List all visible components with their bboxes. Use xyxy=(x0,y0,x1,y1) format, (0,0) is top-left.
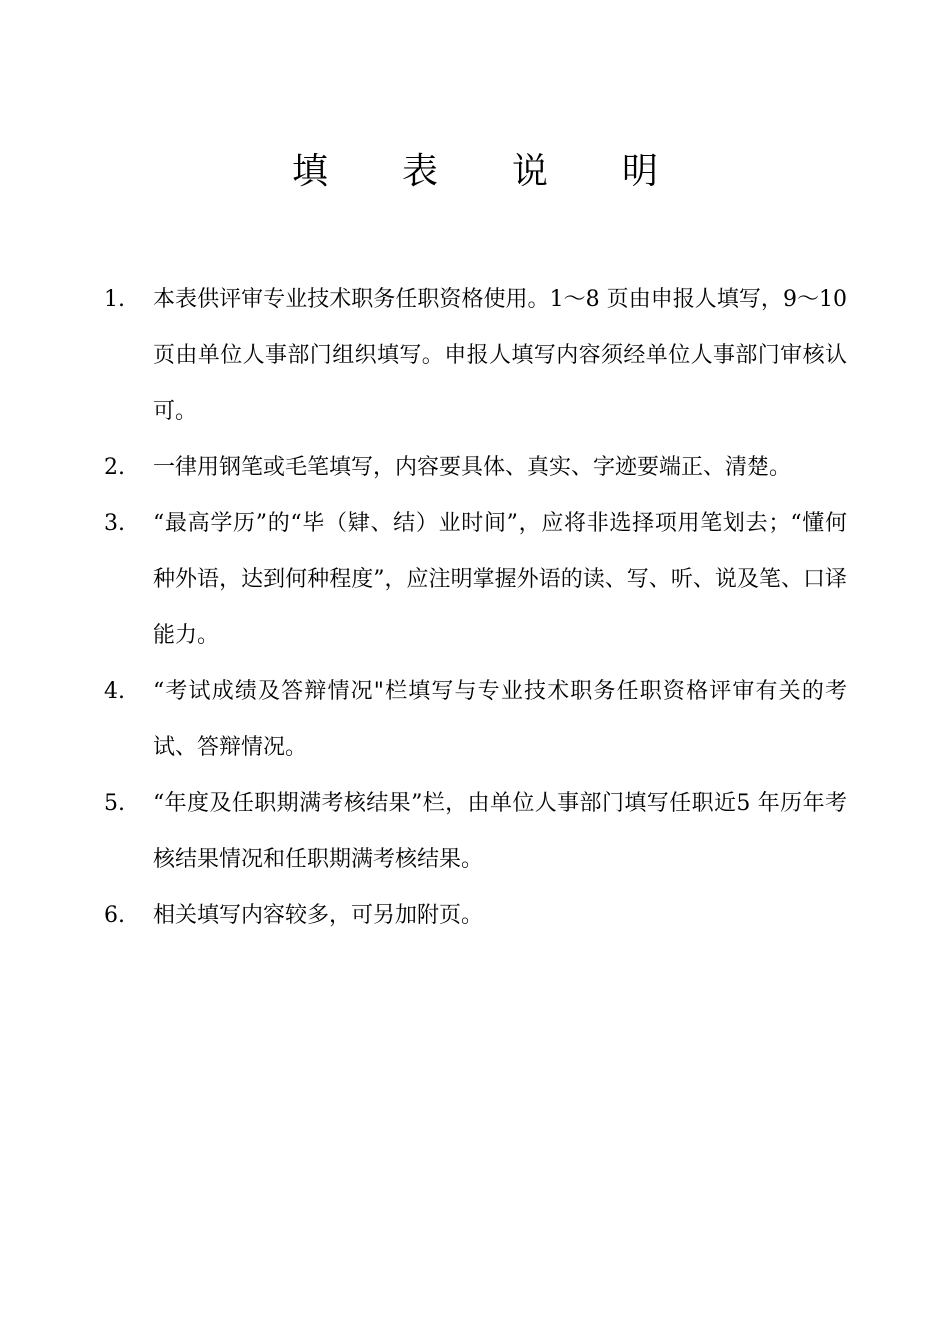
title-char: 说 xyxy=(511,151,548,192)
instruction-list xyxy=(0,272,950,944)
item-number: 3. xyxy=(104,511,125,536)
item-number: 5. xyxy=(104,791,125,816)
title-char: 填 xyxy=(291,151,328,192)
title-char: 明 xyxy=(621,151,658,192)
title-char: 表 xyxy=(401,151,438,192)
item-text: “最高学历”的“毕（肄、结）业时间”，应将非选择项用笔划去；“懂何种外语，达到何种程度”，应注明掌握外语的读、写、听、说及笔、口译能力。 xyxy=(153,511,847,648)
item-number: 1. xyxy=(104,287,125,312)
item-text: 本表供评审专业技术职务任职资格使用。1～8 页由申报人填写，9～10 页由单位人事部门组织填写。申报人填写内容须经单位人事部门审核认可。 xyxy=(153,287,847,424)
instruction-item xyxy=(0,776,950,888)
page-title xyxy=(0,142,950,202)
instruction-item xyxy=(0,272,950,440)
item-number: 4. xyxy=(104,679,125,704)
item-text: “年度及任职期满考核结果”栏，由单位人事部门填写任职近5 年历年考核结果情况和任职期满考核结果。 xyxy=(153,791,847,872)
instruction-item xyxy=(0,888,950,944)
instruction-item xyxy=(0,496,950,664)
instruction-item xyxy=(0,440,950,496)
item-text: 相关填写内容较多，可另加附页。 xyxy=(153,903,484,928)
item-number: 2. xyxy=(104,455,125,480)
item-text: 一律用钢笔或毛笔填写，内容要具体、真实、字迹要端正、清楚。 xyxy=(153,455,792,480)
item-number: 6. xyxy=(104,903,125,928)
instruction-item xyxy=(0,664,950,776)
item-text: “考试成绩及答辩情况"栏填写与专业技术职务任职资格评审有关的考试、答辩情况。 xyxy=(153,679,847,760)
